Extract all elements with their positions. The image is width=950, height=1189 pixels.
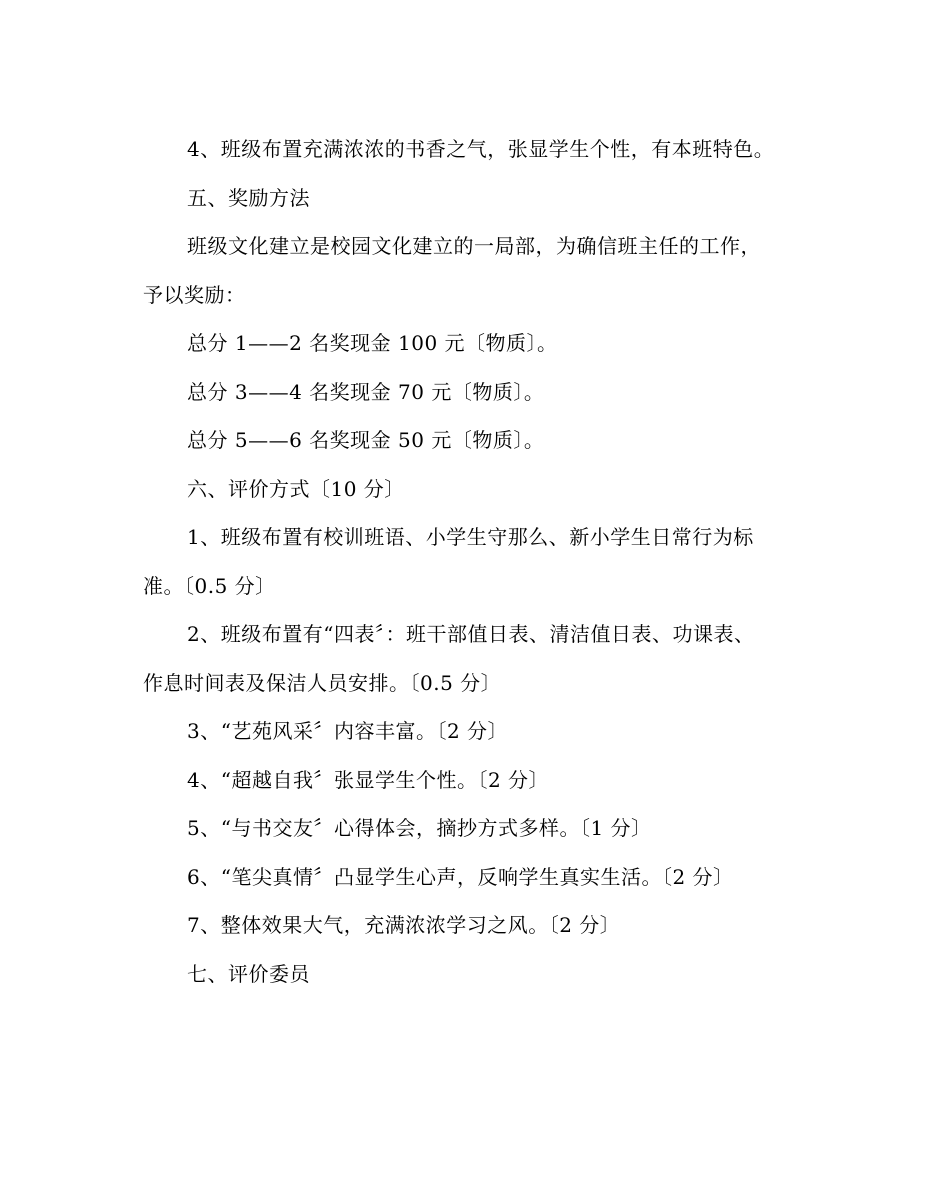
section-heading-evaluation-committee: 七、评价委员 [187,961,310,986]
document-body [143,125,823,998]
section-heading-reward-method: 五、奖励方法 [187,185,310,210]
section-heading-evaluation-method: 六、评价方式〔10 分〕 [187,476,405,501]
paragraph-class-culture: 班级文化建立是校园文化建立的一局部，为确信班主任的工作， [187,234,761,258]
reward-rank-3-4: 总分 3——4 名奖现金 70 元〔物质〕。 [187,379,545,404]
criterion-4: 4、“超越自我〞张显学生个性。〔2 分〕 [187,767,550,792]
paragraph-class-culture-continued: 予以奖励： [143,282,246,307]
criterion-5: 5、“与书交友〞心得体会，摘抄方式多样。〔1 分〕 [187,816,652,840]
paragraph-item-4-layout: 4、班级布置充满浓浓的书香之气，张显学生个性，有本班特色。 [187,137,775,161]
criterion-6: 6、“笔尖真情〞凸显学生心声，反响学生真实生活。〔2 分〕 [187,864,734,889]
criterion-2-continued: 作息时间表及保洁人员安排。〔0.5 分〕 [143,670,502,695]
criterion-3: 3、“艺苑风采〞内容丰富。〔2 分〕 [187,719,509,743]
criterion-1-continued: 准。〔0.5 分〕 [143,573,276,598]
reward-rank-1-2: 总分 1——2 名奖现金 100 元〔物质〕。 [187,331,558,355]
criterion-7: 7、整体效果大气，充满浓浓学习之风。〔2 分〕 [187,913,621,937]
reward-rank-5-6: 总分 5——6 名奖现金 50 元〔物质〕。 [187,428,545,452]
criterion-1: 1、班级布置有校训班语、小学生守那么、新小学生日常行为标 [187,525,754,549]
criterion-2: 2、班级布置有“四表〞：班干部值日表、清洁值日表、功课表、 [187,622,755,646]
